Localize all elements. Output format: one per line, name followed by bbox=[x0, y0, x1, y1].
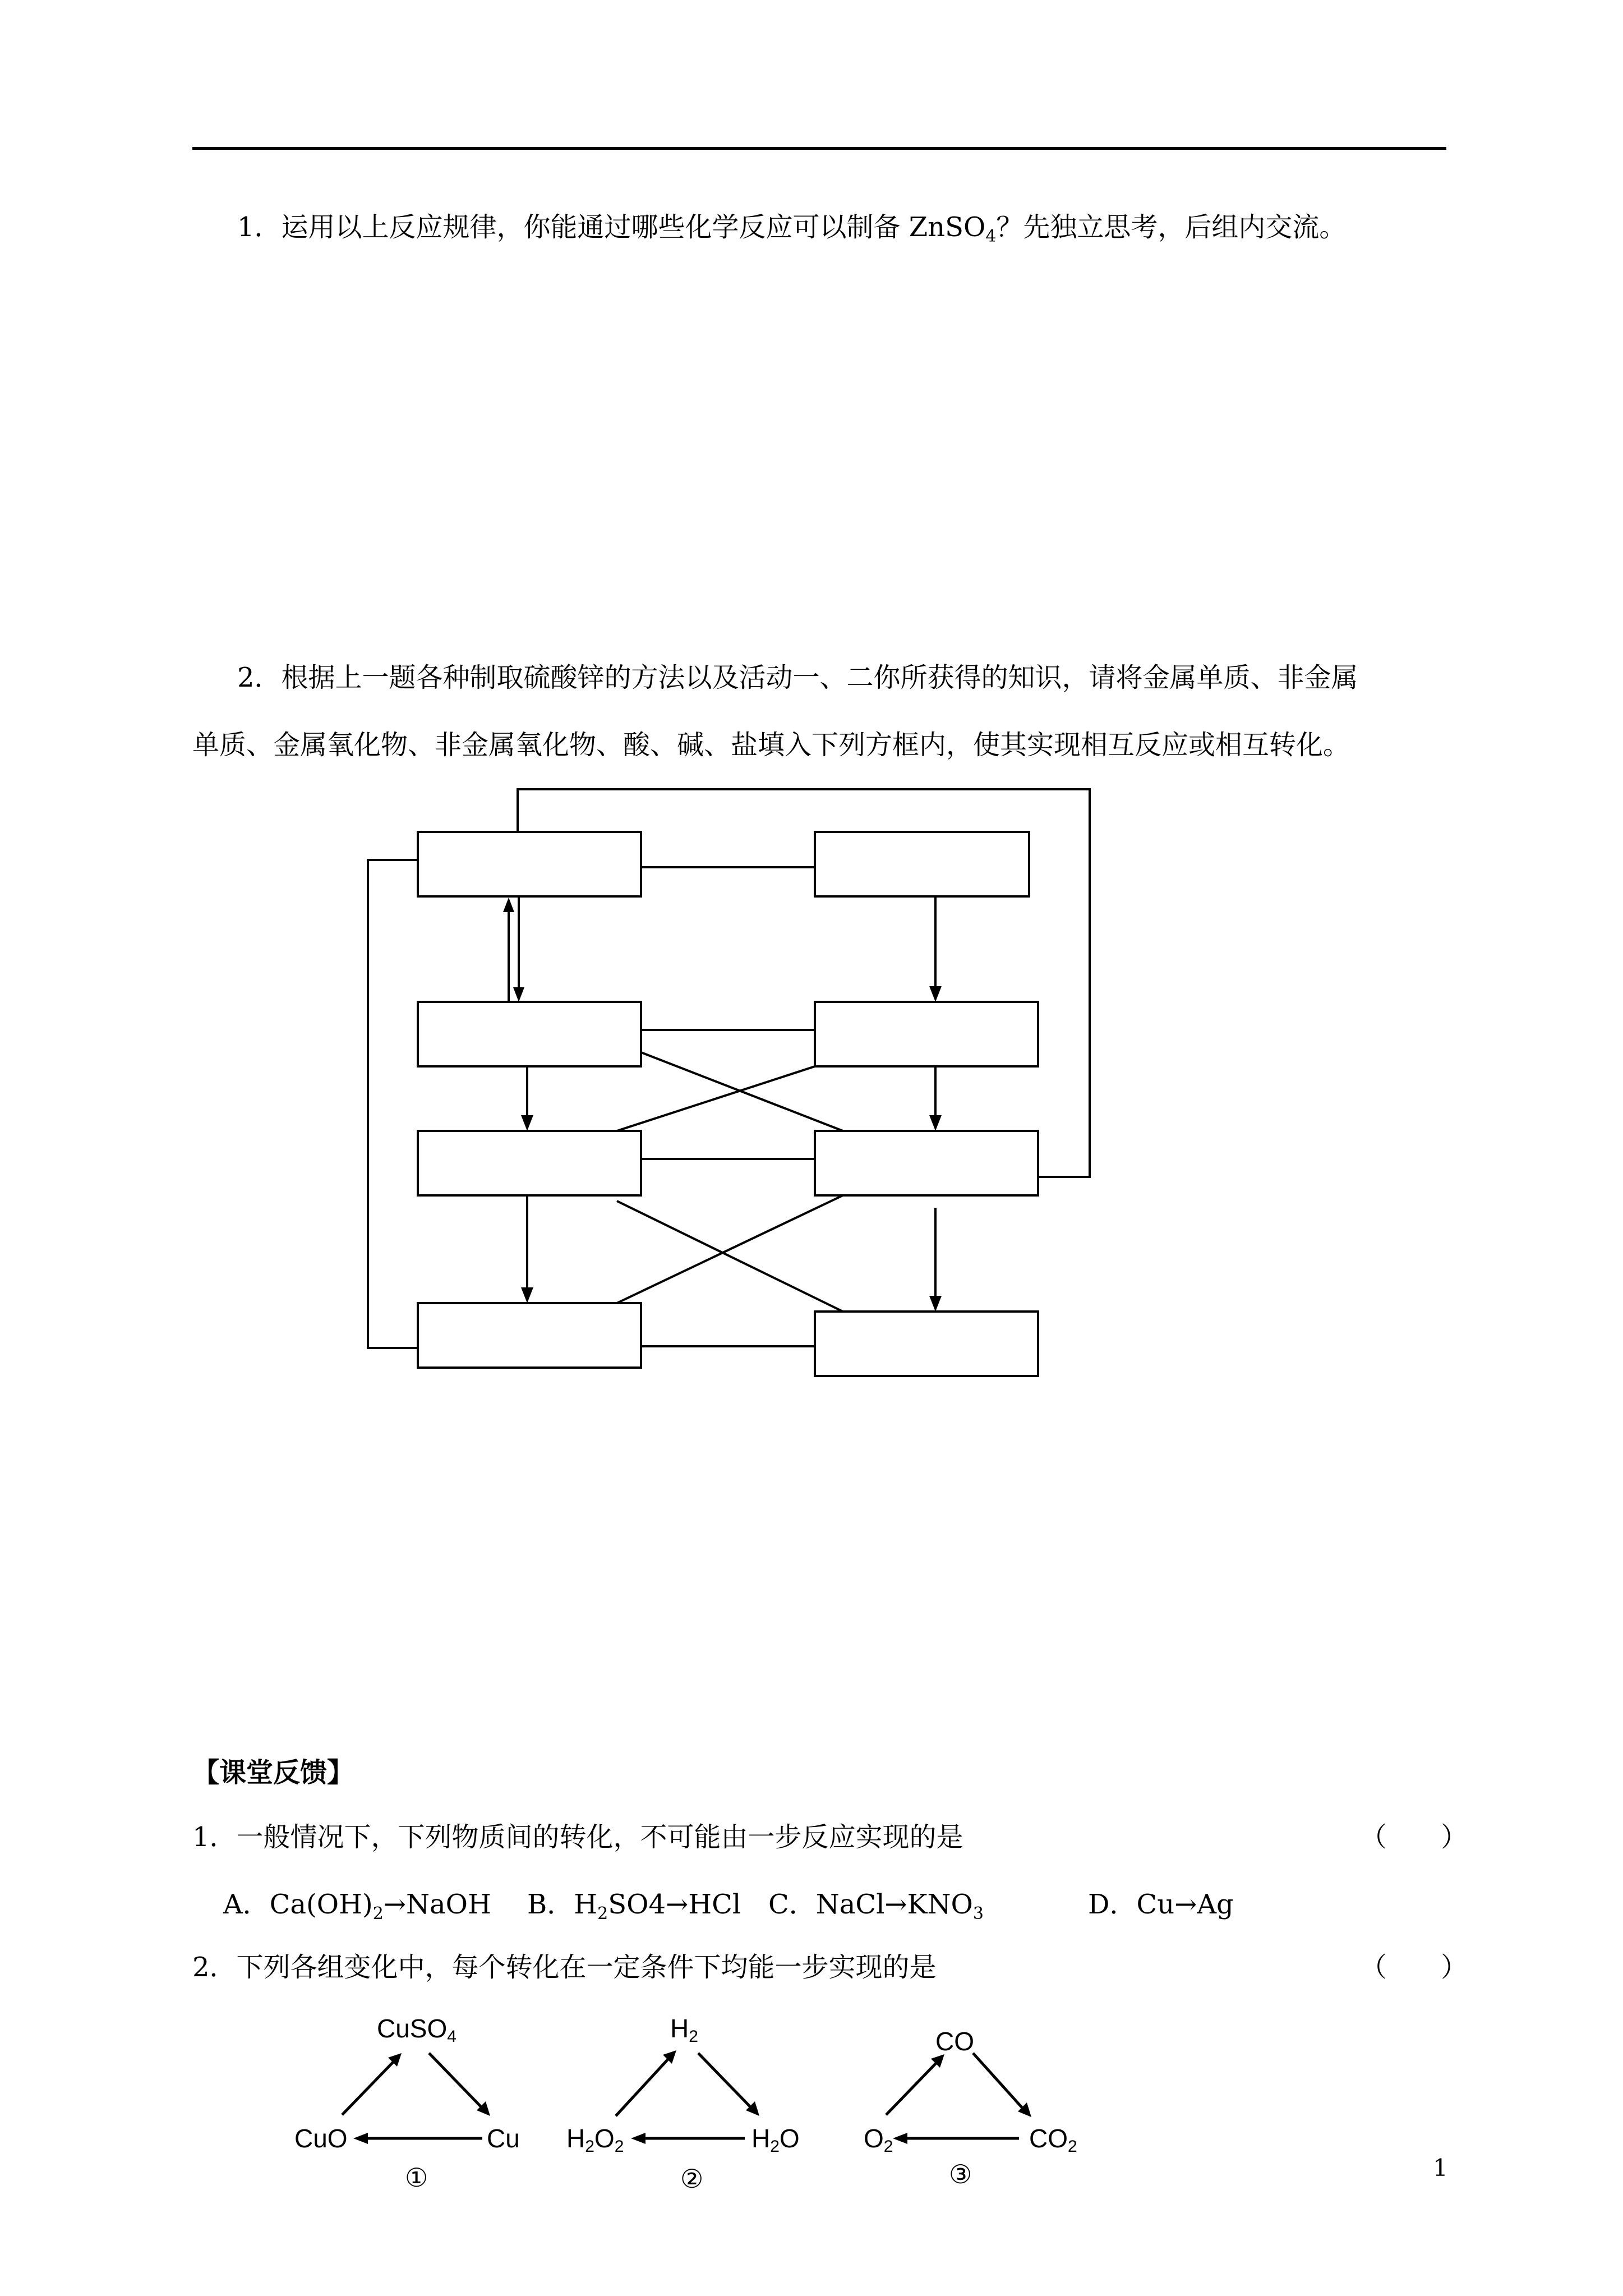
triangle-1-number: ① bbox=[405, 2163, 428, 2192]
question-1: 1．运用以上反应规律，你能通过哪些化学反应可以制备 ZnSO$_4$？先独立思考，后组内交流。 bbox=[237, 211, 1347, 246]
option-c: C．$NaCl\to KNO_3$ bbox=[768, 1889, 984, 1924]
question-2-line-2: 单质、金属氧化物、非金属氧化物、酸、碱、盐填入下列方框内，使其实现相互反应或相互转化。 bbox=[192, 729, 1350, 761]
triangle-3-number: ③ bbox=[949, 2160, 972, 2189]
triangle-1-top-label: CuSO4 bbox=[377, 2014, 457, 2046]
page-number: 1 bbox=[1433, 2154, 1448, 2182]
option-d: D．Cu→Ag bbox=[1088, 1889, 1234, 1920]
triangle-2-top-label: H2 bbox=[670, 2014, 698, 2046]
option-b: B．$H_2SO4\to HCl$ bbox=[527, 1889, 741, 1924]
triangle-1-left-label: CuO bbox=[294, 2124, 348, 2153]
feedback-heading: 【课堂反馈】 bbox=[192, 1757, 354, 1788]
triangle-3-top-label: CO bbox=[935, 2027, 974, 2056]
triangle-3-left-label: O2 bbox=[864, 2124, 893, 2156]
feedback-question-1-stem: 1．一般情况下，下列物质间的转化，不可能由一步反应实现的是 bbox=[192, 1821, 963, 1853]
feedback-question-1-answer-blank: （ ） bbox=[1360, 1821, 1468, 1853]
triangle-3-right-label: CO2 bbox=[1029, 2124, 1077, 2156]
option-a: A．$Ca(OH)_2\to NaOH$ bbox=[223, 1889, 491, 1924]
question-2-line-1: 2．根据上一题各种制取硫酸锌的方法以及活动一、二你所获得的知识，请将金属单质、非金属 bbox=[237, 662, 1358, 693]
triangle-1-right-label: Cu bbox=[487, 2124, 520, 2153]
triangle-2-right-label: H2O bbox=[751, 2124, 800, 2156]
feedback-question-2-answer-blank: （ ） bbox=[1360, 1952, 1468, 1983]
triangle-2-number: ② bbox=[680, 2164, 704, 2193]
feedback-question-2-stem: 2．下列各组变化中，每个转化在一定条件下均能一步实现的是 bbox=[192, 1952, 937, 1983]
triangle-2-left-label: H2O2 bbox=[566, 2124, 624, 2156]
